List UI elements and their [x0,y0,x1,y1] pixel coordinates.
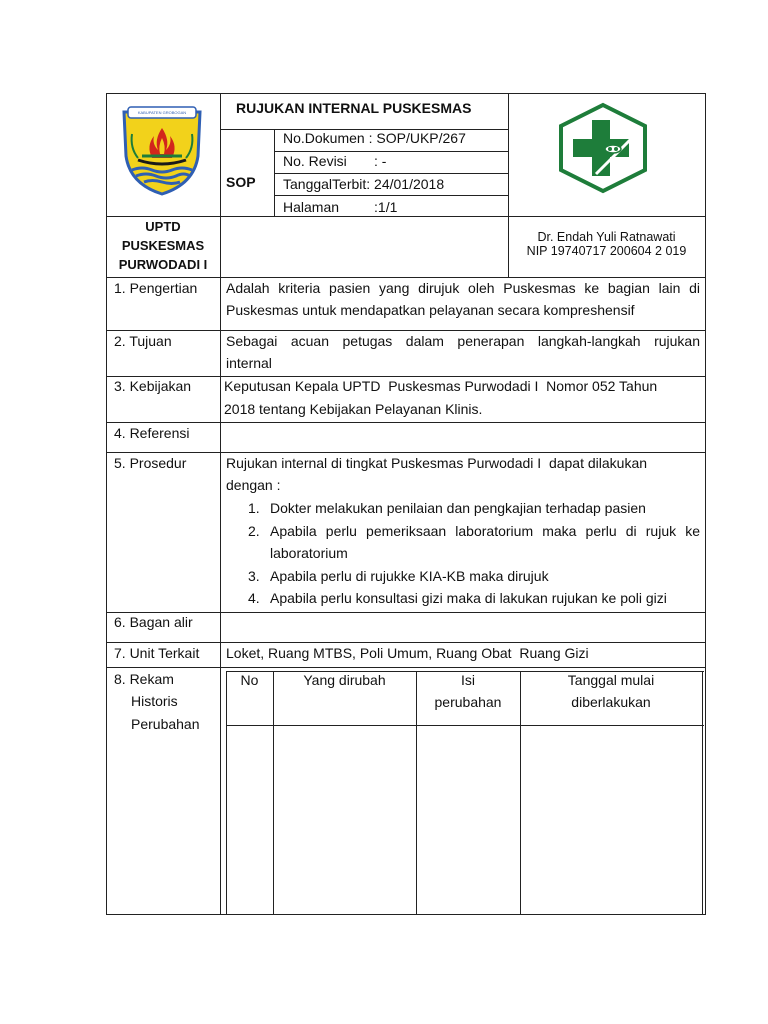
document-title: RUJUKAN INTERNAL PUSKESMAS [236,100,472,116]
step-number: 2. [248,522,260,539]
pengertian-line-1: Adalah kriteria pasien yang dirujuk oleh Puskesmas ke bagian lain di [226,280,700,296]
history-col-no: No [240,672,259,688]
history-col-tanggal-2: diberlakukan [571,694,651,710]
prosedur-label: 5. Prosedur [114,455,187,471]
list-item [248,520,700,565]
page-number: Halaman :1/1 [283,199,398,215]
puskesmas-cross-icon [556,102,650,194]
history-col-isi-2: perubahan [434,694,502,710]
signer-nip: NIP 19740717 200604 2 019 [526,244,687,258]
tujuan-line-2: internal [226,355,272,371]
prosedur-line-2: dengan : [226,477,281,493]
table-border [705,93,706,915]
table-border [106,422,706,423]
step-number: 3. [248,567,260,584]
table-border [220,93,221,915]
org-line-2: PUSKESMAS [121,238,205,253]
step-text: Dokter melakukan penilaian dan pengkajian terhadap pasien [270,500,646,516]
signer-name: Dr. Endah Yuli Ratnawati [537,230,676,244]
history-col-isi-1: Isi [461,672,475,688]
kebijakan-label: 3. Kebijakan [114,378,192,394]
table-border [274,129,275,216]
rekam-label-2: Historis [131,693,178,709]
sop-label: SOP [226,174,256,190]
tujuan-label: 2. Tujuan [114,333,172,349]
table-border [226,725,704,726]
unit-label: 7. Unit Terkait [114,645,200,661]
history-col-tanggal-1: Tanggal mulai [567,672,655,688]
table-border [273,671,274,915]
emblem-banner-text: KABUPATEN GROBOGAN [137,110,187,115]
unit-text: Loket, Ruang MTBS, Poli Umum, Ruang Obat Ruang Gizi [226,645,589,661]
table-border [106,667,706,668]
regency-emblem [118,104,206,196]
list-item [248,565,700,588]
pengertian-line-2: Puskesmas untuk mendapatkan pelayanan secara kompreshensif [226,302,635,318]
list-item [248,497,700,520]
tujuan-line-1: Sebagai acuan petugas dalam penerapan langkah-langkah rujukan [226,333,700,349]
step-text: Apabila perlu pemeriksaan laboratorium maka perlu di rujuk ke laboratorium [270,522,700,561]
step-text: Apabila perlu konsultasi gizi maka di lakukan rujukan ke poli gizi [270,590,667,606]
rekam-label-3: Perubahan [131,716,200,732]
table-border [226,671,227,915]
bagan-label: 6. Bagan alir [114,614,193,630]
table-border [106,914,706,915]
doc-number: No.Dokumen : SOP/UKP/267 [283,130,466,146]
referensi-label: 4. Referensi [114,425,190,441]
pengertian-label: 1. Pengertian [114,280,198,296]
history-col-yang-dirubah: Yang dirubah [303,672,386,688]
table-border [106,612,706,613]
puskesmas-logo [556,102,650,194]
org-line-3: PURWODADI I [118,257,208,272]
table-border [702,671,703,915]
prosedur-line-1: Rujukan internal di tingkat Puskesmas Purwodadi I dapat dilakukan [226,455,648,471]
prosedur-steps [248,497,700,610]
step-text: Apabila perlu di rujukke KIA-KB maka dirujuk [270,567,549,584]
issue-date: TanggalTerbit: 24/01/2018 [283,176,445,192]
kebijakan-line-1: Keputusan Kepala UPTD Puskesmas Purwodadi I Nomor 052 Tahun [224,378,658,394]
list-item [248,587,700,610]
step-number: 4. [248,590,260,606]
revision-number: No. Revisi : - [283,153,387,169]
org-line-1: UPTD [145,219,181,234]
step-number: 1. [248,500,260,516]
rekam-label-1: 8. Rekam [114,671,174,687]
table-border [106,93,706,94]
kebijakan-line-2: 2018 tentang Kebijakan Pelayanan Klinis. [224,401,483,417]
regency-emblem-icon [118,104,206,196]
